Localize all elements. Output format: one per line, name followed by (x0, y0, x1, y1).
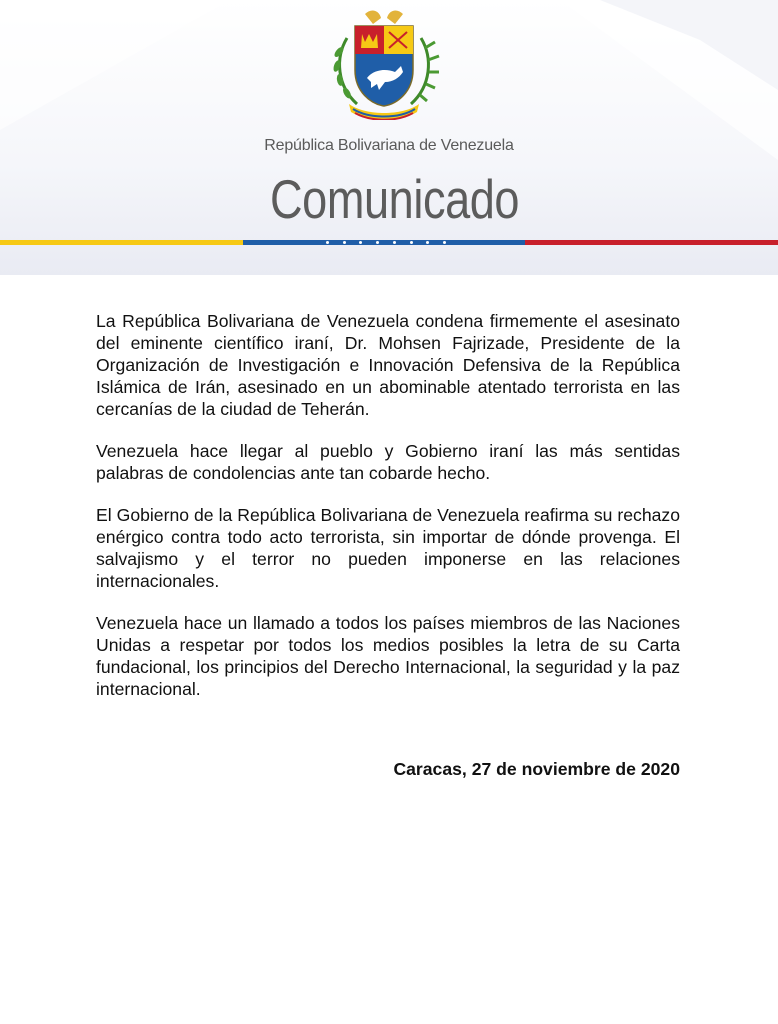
paragraph: Venezuela hace llegar al pueblo y Gobierno iraní las más sentidas palabras de condolencias ante tan cobarde hecho. (96, 441, 680, 483)
paragraph: Venezuela hace un llamado a todos los países miembros de las Naciones Unidas a respetar por todos los medios posibles la letra de su Carta fundacional, los principios del Derecho Internacional, la seguridad y la paz internacional. (96, 613, 680, 699)
communique-body (96, 310, 680, 720)
star-icon (359, 241, 362, 244)
star-icon (443, 241, 446, 244)
star-icon (393, 241, 396, 244)
country-name: República Bolivariana de Venezuela (264, 137, 514, 154)
paragraph: El Gobierno de la República Bolivariana de Venezuela reafirma su rechazo enérgico contra todo acto terrorista, sin importar de dónde provenga. El salvajismo y el terror no pueden imponerse en las relaciones internacionales. (96, 505, 680, 591)
coat-of-arms-emblem (325, 8, 443, 120)
flag-stripe-red (525, 240, 778, 245)
star-icon (410, 241, 413, 244)
star-icon (376, 241, 379, 244)
letterhead (0, 0, 778, 275)
page-title: Comunicado (270, 168, 520, 230)
star-icon (326, 241, 329, 244)
flag-stripe-yellow (0, 240, 243, 245)
star-icon (426, 241, 429, 244)
flag-stars (326, 240, 446, 245)
star-icon (343, 241, 346, 244)
place-and-date: Caracas, 27 de noviembre de 2020 (393, 759, 680, 779)
paragraph: La República Bolivariana de Venezuela condena firmemente el asesinato del eminente científico iraní, Dr. Mohsen Fajrizade, Presidente de la Organización de Investigación e Innovación Defensiva de la República Islámica de Irán, asesinado en un abominable atentado terrorista en las cercanías de la ciudad de Teherán. (96, 311, 680, 419)
